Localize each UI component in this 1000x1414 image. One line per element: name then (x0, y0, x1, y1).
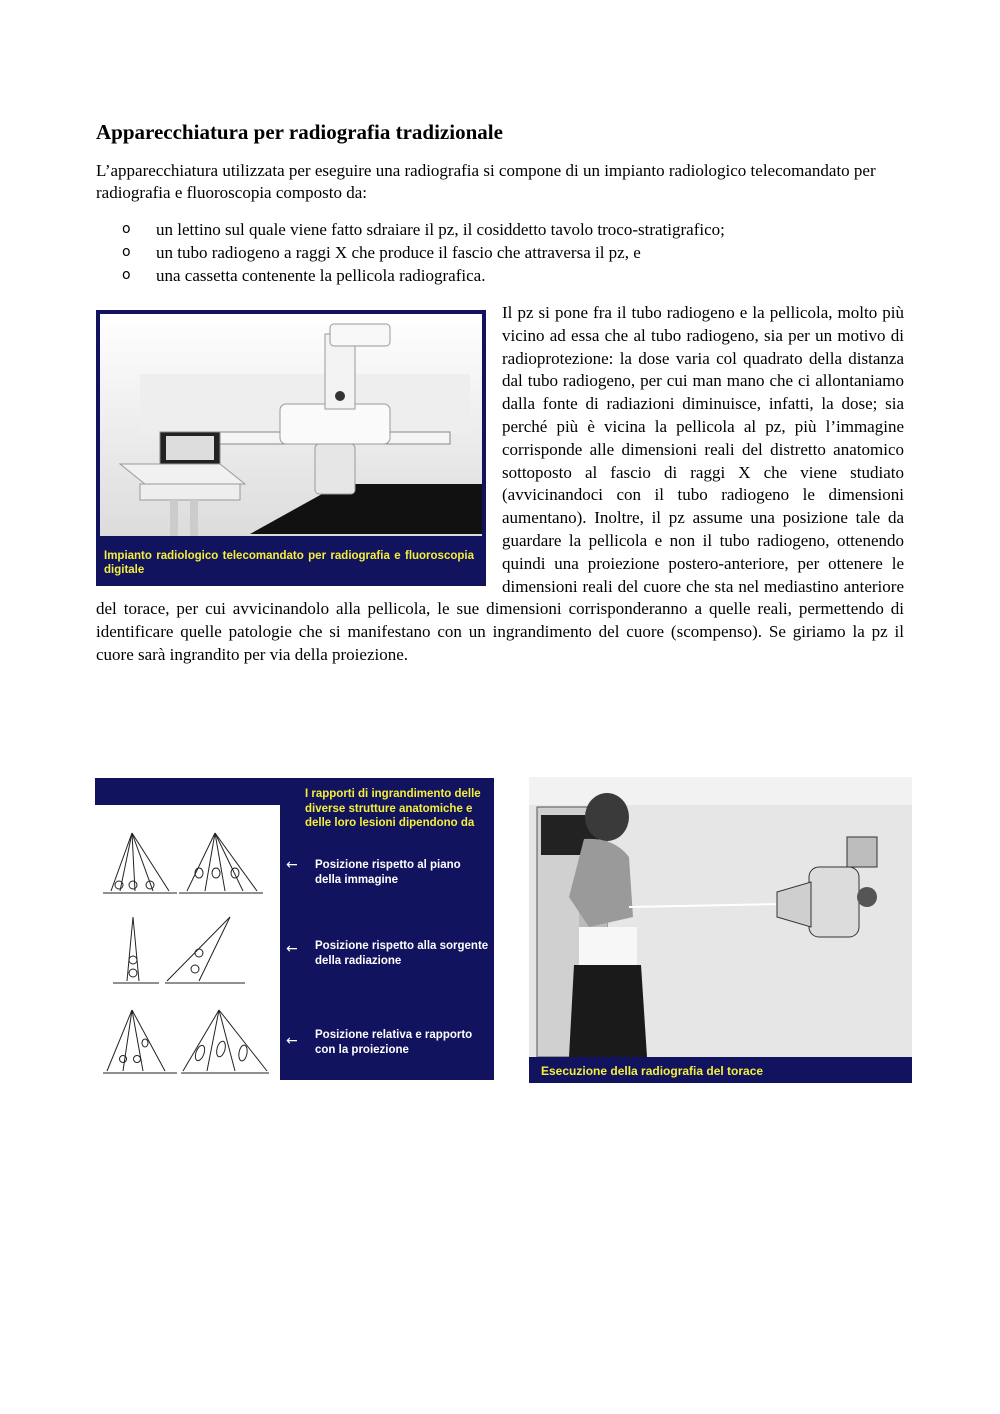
figure-rapporti (95, 778, 494, 1080)
figure-torace (529, 777, 912, 1083)
arrow-left-icon: ← (286, 857, 298, 873)
diagram-row-3 (103, 1010, 269, 1073)
rapporti-item: Posizione rispetto alla sorgente della radiazione (315, 940, 489, 967)
rapporti-item: Posizione relativa e rapporto con la proiezione (315, 1029, 473, 1056)
body-paragraph (96, 302, 904, 667)
bullet-icon: o (122, 267, 131, 283)
component-list (96, 218, 916, 287)
diagram-row-1 (103, 833, 263, 893)
figure-impianto (96, 306, 488, 590)
bullet-icon: o (122, 221, 131, 237)
list-item: o un tubo radiogeno a raggi X che produce il fascio che attraversa il pz, e (122, 243, 641, 262)
section-title: Apparecchiatura per radiografia tradizionale (96, 120, 503, 144)
intro-paragraph: L’apparecchiatura utilizzata per eseguire una radiografia si compone di un impianto radiologico telecomandato per radiografia e fluoroscopia composto da: (96, 161, 876, 202)
bullet-icon: o (122, 244, 131, 260)
magnification-diagrams (95, 805, 280, 1080)
list-item: o un lettino sul quale viene fatto sdraiare il pz, il cosiddetto tavolo troco-stratigrafico; (122, 220, 725, 239)
list-item: o una cassetta contenente la pellicola radiografica. (122, 266, 486, 285)
diagram-row-2 (113, 917, 245, 983)
chest-xray-execution-image (529, 777, 912, 1057)
torace-caption: Esecuzione della radiografia del torace (541, 1064, 764, 1078)
rapporti-item: Posizione rispetto al piano della immagine (315, 859, 461, 886)
rapporti-heading: I rapporti di ingrandimento delle diverse strutture anatomiche e delle loro lesioni dipendono da (305, 788, 481, 829)
arrow-left-icon: ← (286, 941, 298, 957)
radiology-equipment-image (100, 314, 482, 536)
body-text: Il pz si pone fra il tubo radiogeno e la pellicola, molto più vicino ad essa che al tubo radiogeno, sia per un motivo di radioprotezione: la dose varia col quadrato della distanza dal tubo radiogeno, per cui man mano che ci allontaniamo dalla fonte di radiazioni diminuisce, infatti, la dose; sia perché più è vicina la pellicola al pz, più l’immagine corrisponde alle dimensioni reali del distretto anatomico sottoposto al fascio di raggi X che viene studiato (avvicinandoci con il tubo radiogeno le dimensioni aumentano). Inoltre, il pz assume una posizione tale da guardare la pellicola e non il tubo radiogeno, ottenendo quindi una proiezione postero-anteriore, per ottenere le dimensioni reali del cuore che sta nel mediastino anteriore del torace, per cui avvicinandolo alla pellicola, le sue dimensioni corrisponderanno a quelle reali, permettendo di identificare quelle patologie che si manifestano con un ingrandimento del cuore (scompenso). Se giriamo la pz il cuore sarà ingrandito per via della proiezione. (96, 303, 904, 664)
arrow-left-icon: ← (286, 1033, 298, 1049)
impianto-caption: Impianto radiologico telecomandato per radiografia e fluoroscopia digitale (104, 550, 474, 576)
impianto-slide (96, 310, 486, 586)
